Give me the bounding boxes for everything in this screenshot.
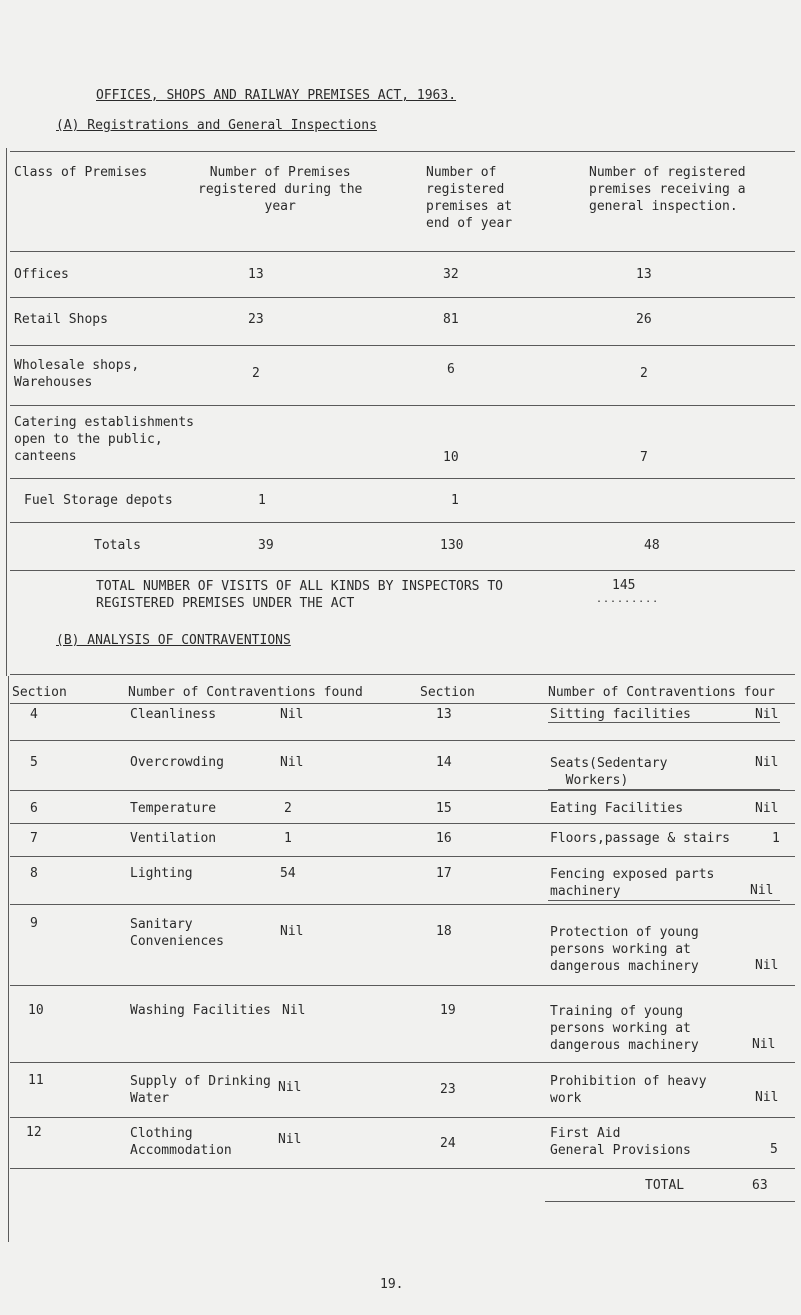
table-b-header-rule xyxy=(10,703,795,704)
table-b-top-rule xyxy=(10,674,795,675)
totals-end-year: 130 xyxy=(440,538,464,553)
row-rule xyxy=(10,1117,795,1118)
contravention-count: 54 xyxy=(280,866,296,881)
page-number: 19. xyxy=(380,1277,404,1292)
contravention-name: Clothing Accommodation xyxy=(130,1126,232,1158)
section-number: 4 xyxy=(30,707,38,722)
contravention-name: First Aid General Provisions xyxy=(550,1126,691,1158)
contravention-count: Nil xyxy=(752,1037,776,1052)
total-label: TOTAL xyxy=(645,1178,685,1193)
row-name: Fuel Storage depots xyxy=(24,493,173,508)
contravention-count: Nil xyxy=(755,1090,779,1105)
visits-label: TOTAL NUMBER OF VISITS OF ALL KINDS BY INSPECTORS TO REGISTERED PREMISES UNDER THE ACT xyxy=(96,579,503,611)
contravention-name: Training of young persons working at dangerous machinery xyxy=(550,1004,699,1053)
row-rule xyxy=(10,345,795,346)
totals-label: Totals xyxy=(94,538,141,553)
section-number: 8 xyxy=(30,866,38,881)
contravention-name: Lighting xyxy=(130,866,193,881)
table-a-header-rule xyxy=(10,251,795,252)
header-contraventions: Number of Contraventions found xyxy=(128,685,363,700)
row-name: Catering establishments open to the public, canteens xyxy=(14,415,195,464)
row-inspection: 7 xyxy=(640,450,648,465)
row-rule xyxy=(10,856,795,857)
section-a-heading: (A) Registrations and General Inspections xyxy=(56,118,377,133)
contravention-name: Prohibition of heavy work xyxy=(550,1074,707,1106)
table-a-top-rule xyxy=(10,151,795,152)
contravention-count: Nil xyxy=(280,755,304,770)
contravention-count: Nil xyxy=(750,883,774,898)
visits-dots: ......... xyxy=(596,594,660,605)
row-end-year: 1 xyxy=(451,493,459,508)
contravention-count: Nil xyxy=(278,1080,302,1095)
header-class: Class of Premises xyxy=(14,165,148,180)
row-end-year: 81 xyxy=(443,312,459,327)
header-section: Section xyxy=(12,685,67,700)
row-registered: 2 xyxy=(252,366,260,381)
row-end-year: 10 xyxy=(443,450,459,465)
page-edge xyxy=(8,676,9,1242)
row-rule xyxy=(10,790,795,791)
section-number: 24 xyxy=(440,1136,456,1151)
section-number: 10 xyxy=(28,1003,44,1018)
row-rule xyxy=(10,1168,795,1169)
row-end-year: 6 xyxy=(447,362,455,377)
section-number: 18 xyxy=(436,924,452,939)
row-name: Retail Shops xyxy=(14,312,108,327)
contravention-name: Protection of young persons working at dangerous machinery xyxy=(550,925,699,974)
contravention-count: 5 xyxy=(770,1142,778,1157)
row-rule xyxy=(10,985,795,986)
header-section-2: Section xyxy=(420,685,475,700)
contravention-name: Sanitary Conveniences xyxy=(130,917,224,949)
row-rule xyxy=(10,740,795,741)
section-number: 6 xyxy=(30,801,38,816)
section-number: 17 xyxy=(436,866,452,881)
row-rule xyxy=(10,297,795,298)
row-registered: 13 xyxy=(248,267,264,282)
section-number: 16 xyxy=(436,831,452,846)
totals-inspection: 48 xyxy=(644,538,660,553)
contravention-name: Floors,passage & stairs xyxy=(550,831,731,846)
section-number: 12 xyxy=(26,1125,42,1140)
contravention-name: Temperature xyxy=(130,801,217,816)
contravention-count: Nil xyxy=(280,924,304,939)
row-name: Offices xyxy=(14,267,69,282)
section-number: 19 xyxy=(440,1003,456,1018)
contravention-count: Nil xyxy=(755,755,779,770)
contravention-count: Nil xyxy=(755,801,779,816)
section-number: 7 xyxy=(30,831,38,846)
visits-value: 145 xyxy=(612,578,636,593)
header-inspection: Number of registered premises receiving a general inspection. xyxy=(589,165,746,214)
totals-registered: 39 xyxy=(258,538,274,553)
contravention-count: Nil xyxy=(755,707,779,722)
row-name: Wholesale shops, Warehouses xyxy=(14,358,140,390)
contravention-name: Ventilation xyxy=(130,831,217,846)
row-registered: 23 xyxy=(248,312,264,327)
total-rule xyxy=(545,1201,795,1202)
contravention-name: Overcrowding xyxy=(130,755,224,770)
section-number: 11 xyxy=(28,1073,44,1088)
row-rule xyxy=(10,904,795,905)
contravention-count: Nil xyxy=(755,958,779,973)
section-number: 5 xyxy=(30,755,38,770)
row-rule xyxy=(10,823,795,824)
contravention-name: Sitting facilities xyxy=(550,707,691,722)
row-inspection: 26 xyxy=(636,312,652,327)
document-title: OFFICES, SHOPS AND RAILWAY PREMISES ACT, 1963. xyxy=(96,88,457,103)
header-contraventions-2: Number of Contraventions four xyxy=(548,685,775,700)
contravention-name: Eating Facilities xyxy=(550,801,684,816)
row-rule xyxy=(10,522,795,523)
row-inspection: 13 xyxy=(636,267,652,282)
header-registered: Number of Premises registered during the year xyxy=(198,165,363,214)
row-rule xyxy=(10,405,795,406)
page-edge xyxy=(6,148,7,676)
header-end-year: Number of registered premises at end of year xyxy=(426,165,513,231)
contravention-count: 1 xyxy=(284,831,292,846)
contravention-count: 2 xyxy=(284,801,292,816)
row-registered: 1 xyxy=(258,493,266,508)
row-rule xyxy=(10,478,795,479)
section-number: 9 xyxy=(30,916,38,931)
total-value: 63 xyxy=(752,1178,768,1193)
totals-rule xyxy=(10,570,795,571)
row-end-year: 32 xyxy=(443,267,459,282)
section-number: 15 xyxy=(436,801,452,816)
section-number: 13 xyxy=(436,707,452,722)
contravention-name: Seats(Sedentary Workers) xyxy=(550,756,668,788)
row-inspection: 2 xyxy=(640,366,648,381)
row-underline xyxy=(548,900,780,901)
section-number: 23 xyxy=(440,1082,456,1097)
contravention-count: Nil xyxy=(278,1132,302,1147)
contravention-name: Fencing exposed parts machinery xyxy=(550,867,715,899)
row-rule xyxy=(10,1062,795,1063)
contravention-count: Nil xyxy=(280,707,304,722)
contravention-count: Nil xyxy=(282,1003,306,1018)
row-underline xyxy=(548,722,780,723)
contravention-name: Cleanliness xyxy=(130,707,217,722)
contravention-name: Supply of Drinking Water xyxy=(130,1074,271,1106)
section-b-heading: (B) ANALYSIS OF CONTRAVENTIONS xyxy=(56,633,291,648)
section-number: 14 xyxy=(436,755,452,770)
contravention-name: Washing Facilities xyxy=(130,1003,271,1018)
contravention-count: 1 xyxy=(772,831,780,846)
